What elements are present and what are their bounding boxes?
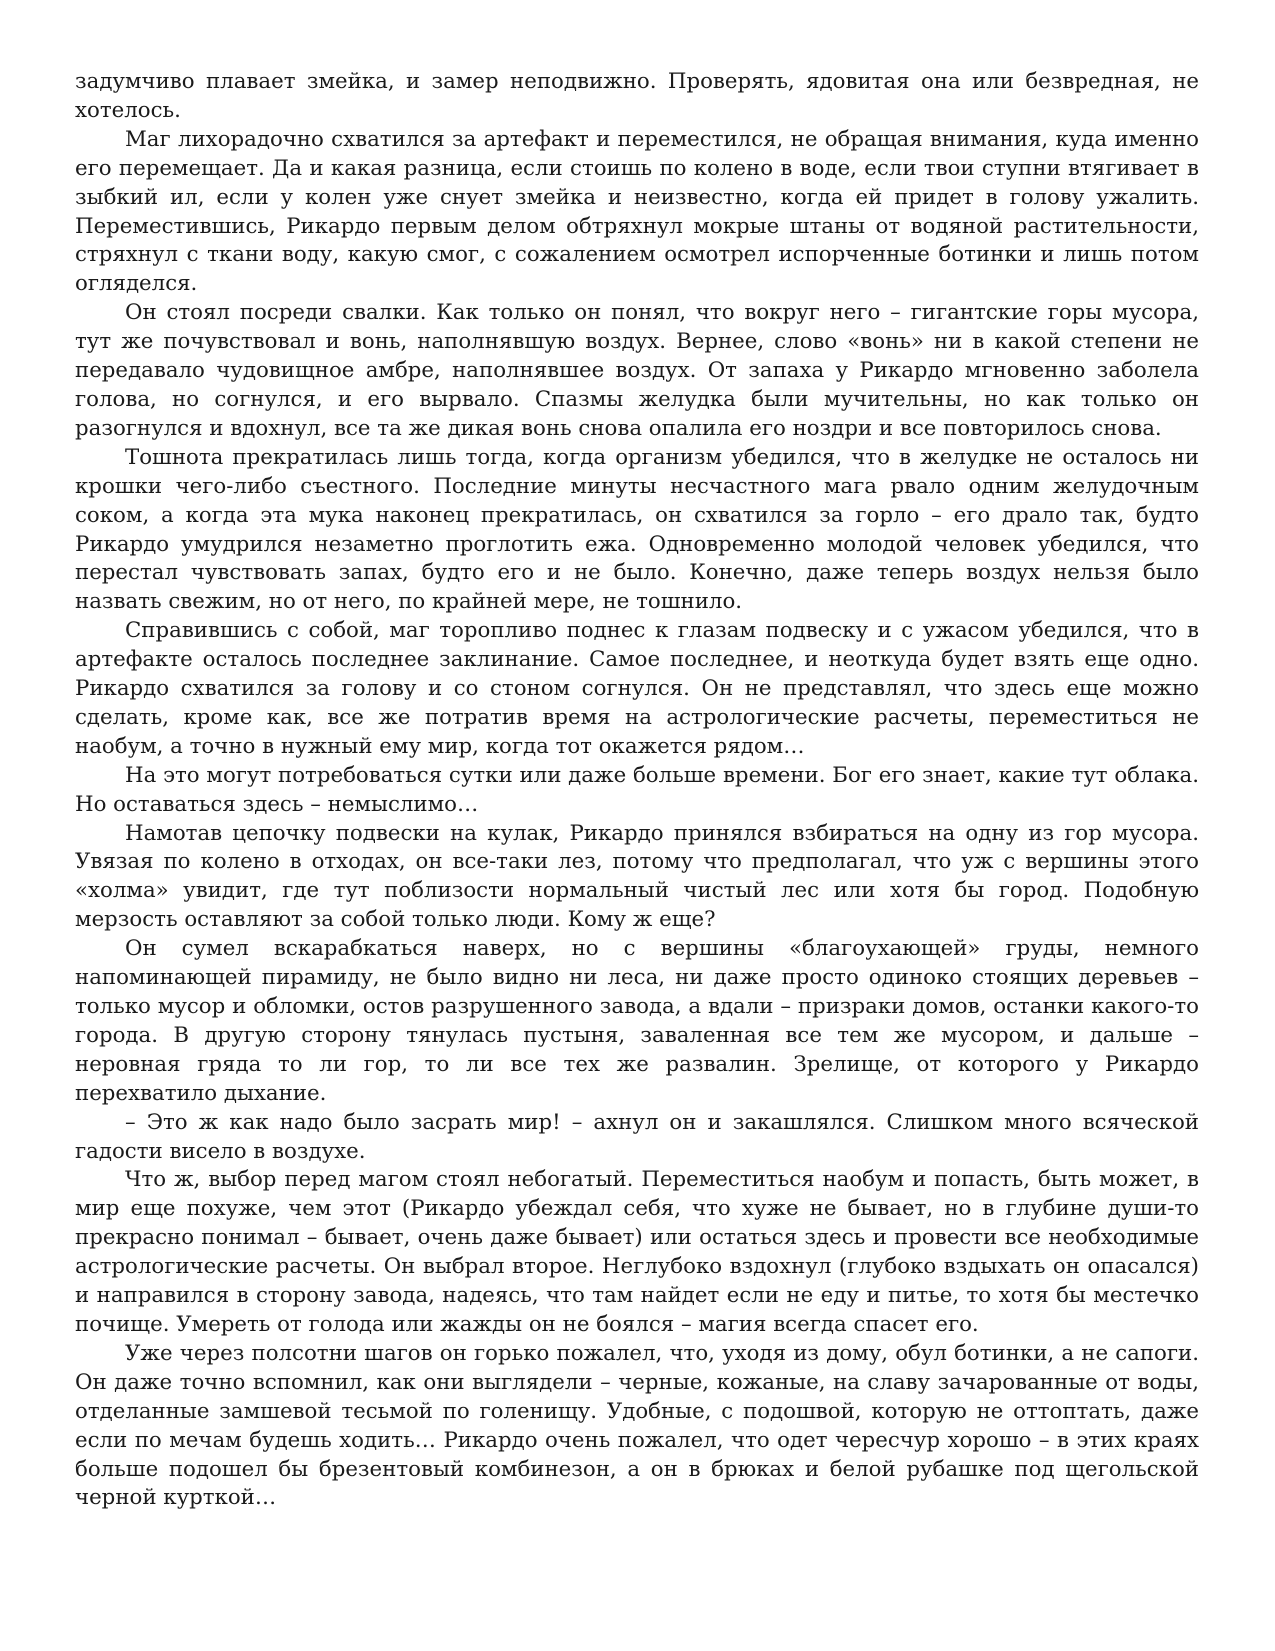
- paragraph: – Это ж как надо было засрать мир! – ахнул он и закашлялся. Слишком много всяческой гадости висело в воздухе.: [75, 1109, 1199, 1164]
- paragraph: Он стоял посреди свалки. Как только он понял, что вокруг него – гигантские горы мусора, тут же почувствовал и вонь, наполнявшую воздух. Вернее, слово «вонь» ни в какой степени не передавало чудовищное амбре, наполнявшее воздух. От запаха у Рикардо мгновенно заболела голова, но согнулся, и его вырвало. Спазмы желудка были мучительны, но как только он разогнулся и вдохнул, все та же дикая вонь снова опалила его ноздри и все повторилось снова.: [75, 300, 1199, 441]
- paragraph: Что ж, выбор перед магом стоял небогатый. Переместиться наобум и попасть, быть может, в мир еще похуже, чем этот (Рикардо убеждал себя, что хуже не бывает, но в глубине души-то прекрасно понимал – бывает, очень даже бывает) или остаться здесь и провести все необходимые астрологические расчеты. Он выбрал второе. Неглубоко вздохнул (глубоко вздыхать он опасался) и направился в сторону завода, надеясь, что там найдет если не еду и питье, то хотя бы местечко почище. Умереть от голода или жажды он не боялся – магия всегда спасет его.: [75, 1167, 1199, 1337]
- paragraph: задумчиво плавает змейка, и замер неподвижно. Проверять, ядовитая она или безвредная, не хотелось.: [75, 69, 1199, 123]
- paragraph: Уже через полсотни шагов он горько пожалел, что, уходя из дому, обул ботинки, а не сапоги. Он даже точно вспомнил, как они выглядели – черные, кожаные, на славу зачарованные от воды, отделанные замшевой тесьмой по голенищу. Удобные, с подошвой, которую не оттоптать, даже если по мечам будешь ходить… Рикардо очень пожалел, что одет чересчур хорошо – в этих краях больше подошел бы брезентовый комбинезон, а он в брюках и белой рубашке под щегольской черной курткой…: [75, 1340, 1199, 1511]
- paragraph: Намотав цепочку подвески на кулак, Рикардо принялся взбираться на одну из гор мусора. Увязая по колено в отходах, он все-таки лез, потому что предполагал, что уж с вершины этого «холма» увидит, где тут поблизости нормальный чистый лес или хотя бы город. Подобную мерзость оставляют за собой только люди. Кому ж еще?: [75, 820, 1199, 933]
- paragraph: Он сумел вскарабкаться наверх, но с вершины «благоухающей» груды, немного напоминающей пирамиду, не было видно ни леса, ни даже просто одиноко стоящих деревьев – только мусор и обломки, остов разрушенного завода, а вдали – призраки домов, останки какого-то города. В другую сторону тянулась пустыня, заваленная все тем же мусором, и дальше – неровная гряда то ли гор, то ли все тех же развалин. Зрелище, от которого у Рикардо перехватило дыхание.: [75, 936, 1199, 1106]
- paragraph: На это могут потребоваться сутки или даже больше времени. Бог его знает, какие тут облака. Но оставаться здесь – немыслимо…: [75, 762, 1199, 817]
- document-page: [75, 68, 1199, 1513]
- paragraph: Тошнота прекратилась лишь тогда, когда организм убедился, что в желудке не осталось ни крошки чего-либо съестного. Последние минуты несчастного мага рвало одним желудочным соком, а когда эта мука наконец прекратилась, он схватился за горло – его драло так, будто Рикардо умудрился незаметно проглотить ежа. Одновременно молодой человек убедился, что перестал чувствовать запах, будто его и не было. Конечно, даже теперь воздух нельзя было назвать свежим, но от него, по крайней мере, не тошнило.: [75, 444, 1199, 615]
- paragraph: Справившись с собой, маг торопливо поднес к глазам подвеску и с ужасом убедился, что в артефакте осталось последнее заклинание. Самое последнее, и неоткуда будет взять еще одно. Рикардо схватился за голову и со стоном согнулся. Он не представлял, что здесь еще можно сделать, кроме как, все же потратив время на астрологические расчеты, переместиться не наобум, а точно в нужный ему мир, когда тот окажется рядом…: [75, 618, 1199, 759]
- paragraph: Маг лихорадочно схватился за артефакт и переместился, не обращая внимания, куда именно его перемещает. Да и какая разница, если стоишь по колено в воде, если твои ступни втягивает в зыбкий ил, если у колен уже снует змейка и неизвестно, когда ей придет в голову ужалить. Переместившись, Рикардо первым делом обтряхнул мокрые штаны от водяной растительности, стряхнул с ткани воду, какую смог, с сожалением осмотрел испорченные ботинки и лишь потом огляделся.: [75, 126, 1199, 297]
